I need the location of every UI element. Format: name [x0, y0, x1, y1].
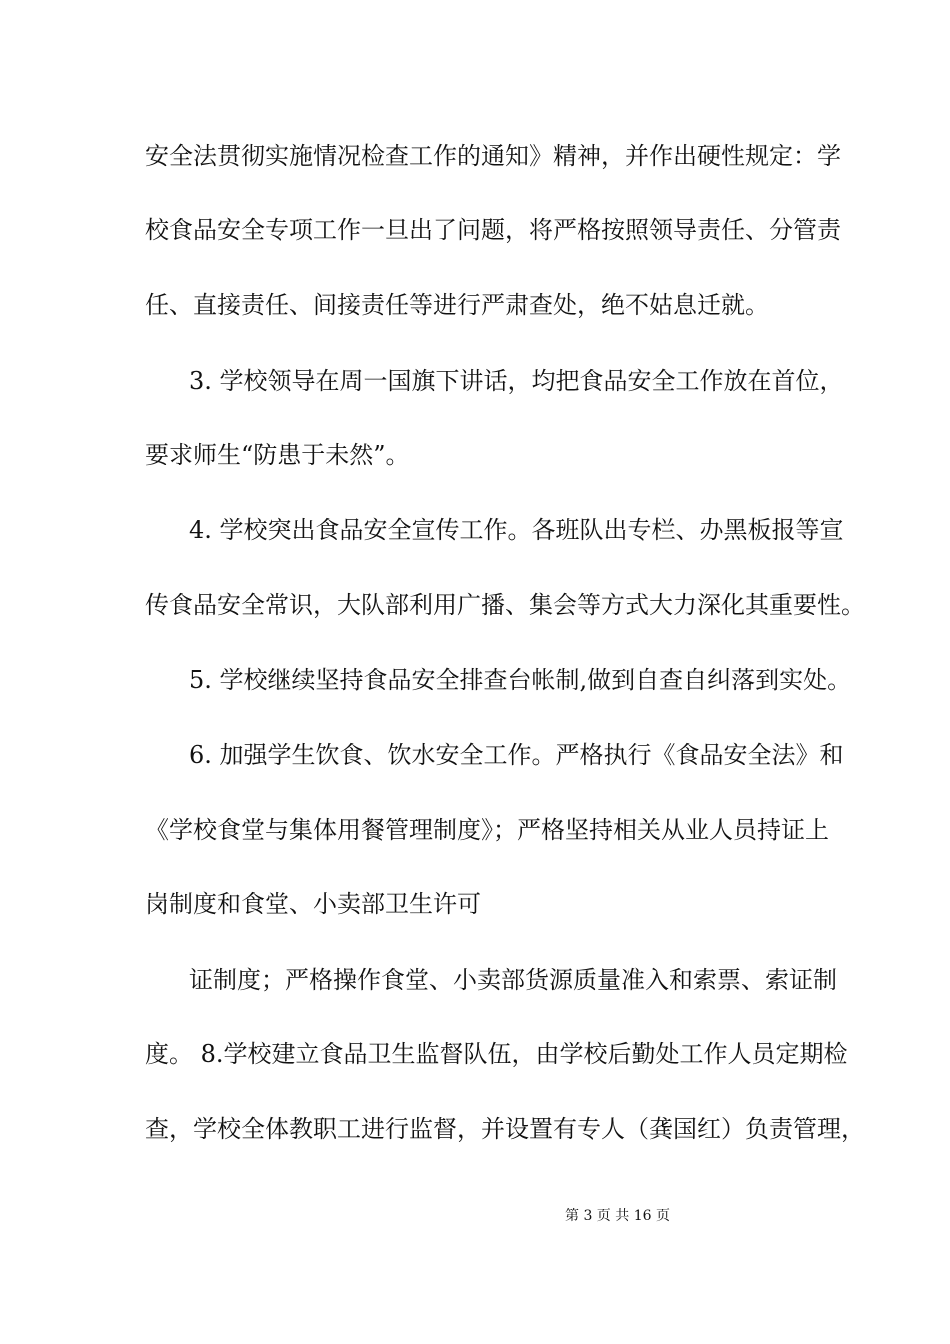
- page-number-footer: 第 3 页 共 16 页: [565, 1208, 670, 1224]
- text-line: 6. 加强学生饮食、饮水安全工作。严格执行《食品安全法》和: [189, 741, 844, 769]
- text-line: 5. 学校继续坚持食品安全排查台帐制,做到自查自纠落到实处。: [189, 666, 852, 694]
- text-line: 4. 学校突出食品安全宣传工作。各班队出专栏、办黑板报等宣: [189, 516, 844, 544]
- text-line: 度。 8.学校建立食品卫生监督队伍，由学校后勤处工作人员定期检: [145, 1040, 848, 1068]
- text-line: 校食品安全专项工作一旦出了问题，将严格按照领导责任、分管责: [145, 216, 841, 244]
- text-line: 查，学校全体教职工进行监督，并设置有专人（龚国红）负责管理，: [145, 1115, 865, 1143]
- text-line: 证制度；严格操作食堂、小卖部货源质量准入和索票、索证制: [189, 966, 837, 994]
- text-line: 要求师生“防患于未然”。: [145, 441, 410, 469]
- text-line: 传食品安全常识，大队部利用广播、集会等方式大力深化其重要性。: [145, 591, 865, 619]
- text-line: 岗制度和食堂、小卖部卫生许可: [145, 890, 481, 918]
- text-line: 3. 学校领导在周一国旗下讲话，均把食品安全工作放在首位，: [189, 367, 844, 395]
- text-line: 《学校食堂与集体用餐管理制度》；严格坚持相关从业人员持证上: [145, 816, 829, 844]
- text-line: 任、直接责任、间接责任等进行严肃查处，绝不姑息迁就。: [145, 291, 769, 319]
- text-line: 安全法贯彻实施情况检查工作的通知》精神，并作出硬性规定：学: [145, 142, 841, 170]
